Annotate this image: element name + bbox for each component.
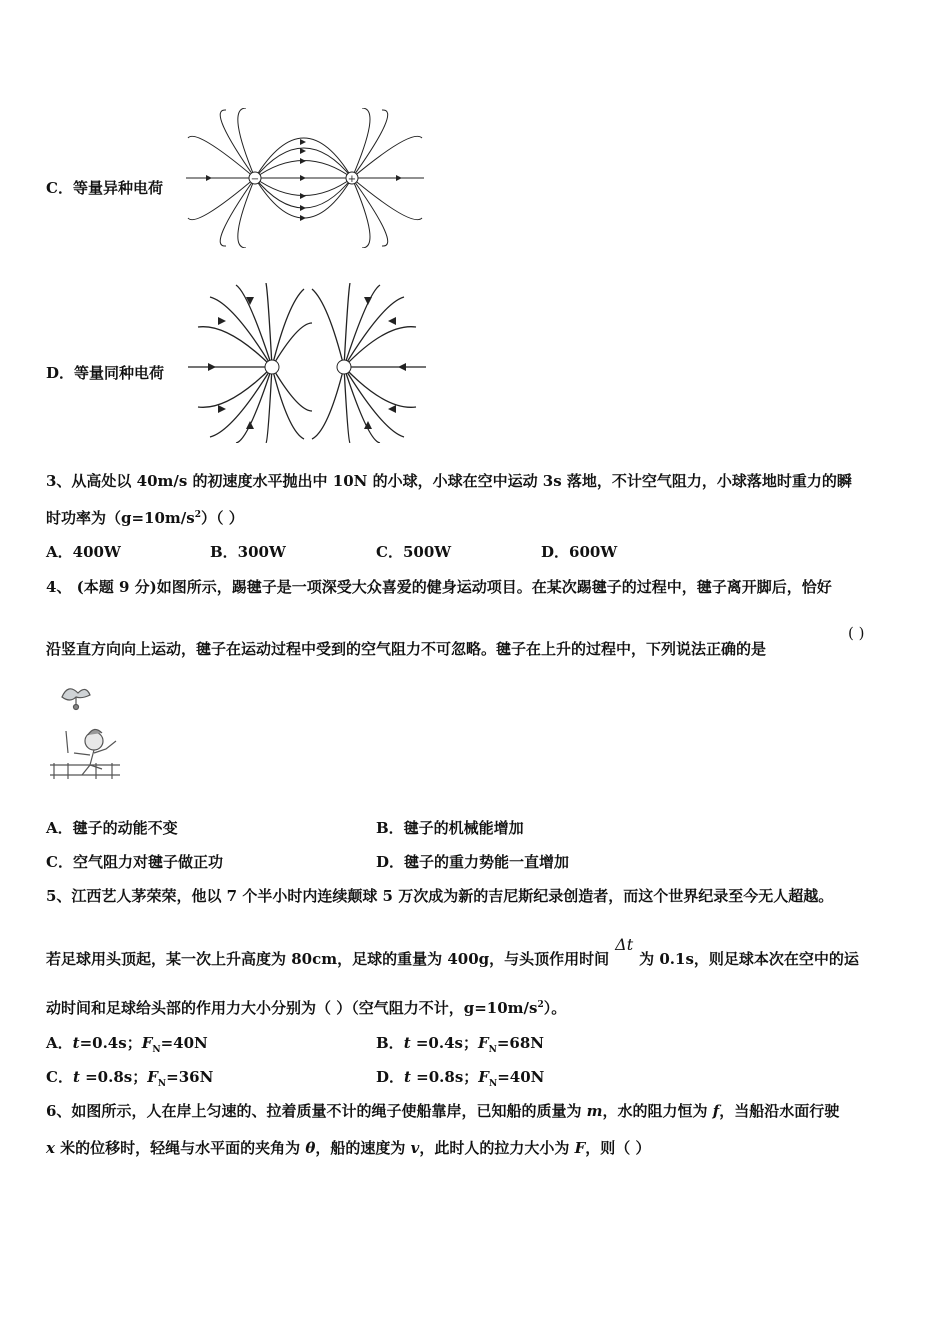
q3-stem-line1: 3、从高处以 40m/s 的初速度水平抛出中 10N 的小球，小球在空中运动 3s 落地，不计空气阻力，小球落地时重力的瞬 bbox=[46, 472, 852, 490]
figure-shuttlecock-kick bbox=[46, 683, 122, 783]
q6-stem-line2: x 米的位移时，轻绳与水平面的夹角为 θ，船的速度为 v，此时人的拉力大小为 F，则（ ） bbox=[46, 1139, 651, 1157]
q4-option-a[interactable]: A．毽子的动能不变 bbox=[46, 819, 178, 837]
option-d-label: D．等量同种电荷 bbox=[46, 364, 165, 382]
option-c-label: C．等量异种电荷 bbox=[46, 179, 163, 197]
q3-option-c[interactable]: C．500W bbox=[376, 543, 452, 561]
q4-option-c[interactable]: C．空气阻力对毽子做正功 bbox=[46, 853, 223, 871]
q5-stem-line2: 若足球用头顶起，某一次上升高度为 80cm，足球的重量为 400g，与头顶作用时间Δt为 0.1s，则足球本次在空中的运 bbox=[46, 935, 859, 968]
q4-stem-line1: 4、 (本题 9 分)如图所示，踢毽子是一项深受大众喜爱的健身运动项目。在某次踢毽子的过程中，毽子离开脚后，恰好 bbox=[46, 578, 832, 596]
positive-charge-sign: + bbox=[347, 174, 357, 185]
q5-option-c[interactable]: C．t =0.8s；$F_N=36N$ bbox=[46, 1068, 214, 1089]
q5-option-b[interactable]: B．t =0.4s；$F_N=68N$ bbox=[376, 1034, 545, 1055]
q4-answer-paren: ( ) bbox=[848, 624, 865, 642]
q6-stem-line1: 6、如图所示，人在岸上匀速的、拉着质量不计的绳子使船靠岸，已知船的质量为 m，水的阻力恒为 f，当船沿水面行驶 bbox=[46, 1102, 840, 1120]
q5-option-a[interactable]: A．t=0.4s；$F_N=40N$ bbox=[46, 1034, 208, 1055]
q3-option-a[interactable]: A．400W bbox=[46, 543, 121, 561]
q3-option-d[interactable]: D．600W bbox=[541, 543, 618, 561]
q3-option-b[interactable]: B．300W bbox=[210, 543, 286, 561]
figure-opposite-charges bbox=[186, 108, 424, 248]
q4-stem-line2: 沿竖直方向向上运动，毽子在运动过程中受到的空气阻力不可忽略。毽子在上升的过程中，下列说法正确的是 bbox=[46, 640, 767, 658]
q3-stem-line2: 时功率为$(g=10m/s^2)$（ ） bbox=[46, 509, 244, 527]
delta-t-symbol: Δt bbox=[615, 935, 634, 954]
q4-option-b[interactable]: B．毽子的机械能增加 bbox=[376, 819, 524, 837]
negative-charge-sign: − bbox=[250, 174, 260, 185]
q4-option-d[interactable]: D．毽子的重力势能一直增加 bbox=[376, 853, 570, 871]
figure-like-charges bbox=[188, 283, 426, 443]
q5-option-d[interactable]: D．t =0.8s；$F_N=40N$ bbox=[376, 1068, 545, 1089]
q5-stem-line1: 5、江西艺人茅荣荣，他以 7 个半小时内连续颠球 5 万次成为新的吉尼斯纪录创造者，而这个世界纪录至今无人超越。 bbox=[46, 887, 834, 905]
q5-stem-line3: 动时间和足球给头部的作用力大小分别为（ ）（空气阻力不计，$g=10m/s^2$）。 bbox=[46, 999, 567, 1017]
